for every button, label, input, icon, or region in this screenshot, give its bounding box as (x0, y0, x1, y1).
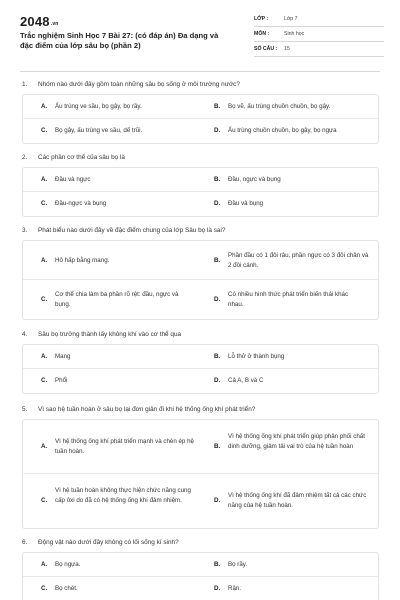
option-text: Ấu trùng ve sầu, bọ gậy, bọ rầy. (55, 103, 142, 110)
site-logo[interactable] (20, 14, 59, 29)
option-text: Có nhiều hình thức phát triển biến thái khác nhau. (228, 291, 349, 308)
logo-main-text: 2048 (20, 14, 50, 29)
option-text: Vì hệ tuần hoàn không thực hiện chức năng cung cấp ôxi do đã có hệ thống ống khí đảm nhiệm. (55, 487, 191, 504)
option-text: Ấu trùng chuồn chuồn, bọ gậy, bọ ngựa (228, 127, 337, 134)
question-number: 3. (22, 227, 28, 234)
option-text: Đầu, ngực và bụng (228, 176, 281, 183)
option-a[interactable] (23, 420, 200, 473)
option-row (23, 369, 378, 393)
option-letter: C. (41, 127, 48, 134)
option-text: Bọ ngựa. (55, 561, 81, 568)
option-row (23, 553, 378, 577)
option-text: Bọ gậy, ấu trùng ve sầu, dế trũi. (55, 127, 143, 134)
option-text: Cả A, B và C (228, 377, 264, 384)
option-c[interactable] (23, 192, 200, 216)
option-d[interactable] (200, 192, 378, 216)
option-letter: D. (214, 585, 221, 592)
option-text: Lỗ thở ở thành bụng (228, 353, 285, 360)
option-letter: B. (214, 443, 221, 450)
option-row (23, 241, 378, 280)
options-box (22, 552, 379, 600)
option-letter: B. (214, 257, 221, 264)
question-number: 5. (22, 406, 28, 413)
option-a[interactable] (23, 345, 200, 368)
page-title: Trắc nghiệm Sinh Học 7 Bài 27: (có đáp án) Đa dạng và đặc điểm của lớp sâu bọ (phần 2) (20, 31, 219, 51)
option-letter: B. (214, 176, 221, 183)
option-row (23, 345, 378, 369)
option-text: Cơ thể chia làm ba phần rõ rệt: đầu, ngực và bụng. (55, 291, 179, 308)
option-a[interactable] (23, 241, 200, 279)
option-row (23, 95, 378, 119)
option-b[interactable] (200, 553, 378, 576)
option-row (23, 168, 378, 192)
options-box (22, 419, 379, 529)
option-c[interactable] (23, 280, 200, 319)
option-b[interactable] (200, 95, 378, 118)
option-row (23, 119, 378, 143)
option-letter: C. (41, 497, 48, 504)
meta-value: Sinh học (284, 31, 305, 37)
option-text: Đầu và ngực (55, 176, 91, 183)
option-c[interactable] (23, 119, 200, 143)
options-box (22, 167, 379, 217)
option-text: Rận. (228, 585, 242, 592)
question-text: Phát biểu nào dưới đây về đặc điểm chung của lớp Sâu bọ là sai? (38, 227, 226, 234)
meta-row-count (254, 42, 384, 57)
option-text: Đầu và bụng (228, 200, 264, 207)
option-row (23, 577, 378, 600)
option-letter: B. (214, 353, 221, 360)
page-header (0, 0, 400, 70)
option-letter: D. (214, 296, 221, 303)
question-number: 4. (22, 331, 28, 338)
option-letter: C. (41, 377, 48, 384)
option-letter: D. (214, 377, 221, 384)
option-letter: C. (41, 296, 48, 303)
option-letter: D. (214, 200, 221, 207)
option-a[interactable] (23, 168, 200, 191)
option-row (23, 192, 378, 216)
option-row (23, 474, 378, 528)
meta-label: LỚP : (254, 16, 269, 22)
question-text: Các phần cơ thể của sâu bọ là (38, 154, 125, 161)
option-row (23, 280, 378, 319)
option-letter: A. (41, 561, 48, 568)
option-letter: A. (41, 176, 48, 183)
option-text: Mang (55, 353, 71, 360)
question-text: Vì sao hệ tuần hoàn ở sâu bọ lại đơn giản đi khi hệ thống ống khí phát triển? (38, 406, 256, 413)
option-a[interactable] (23, 95, 200, 118)
option-d[interactable] (200, 577, 378, 600)
option-text: Phần đầu có 1 đôi râu, phần ngực có 3 đôi chân và 2 đôi cánh. (228, 252, 369, 269)
option-text: Bọ rầy. (228, 561, 248, 568)
option-row (23, 420, 378, 474)
option-d[interactable] (200, 474, 378, 528)
quiz-meta (254, 12, 384, 57)
option-text: Bọ chét. (55, 585, 78, 592)
question-text: Nhóm nào dưới đây gồm toàn những sâu bọ sống ở môi trường nước? (38, 81, 240, 88)
option-text: Hô hấp bằng mang. (55, 257, 110, 264)
option-b[interactable] (200, 241, 378, 279)
logo-sub-text: .vn (50, 21, 59, 27)
option-b[interactable] (200, 168, 378, 191)
option-c[interactable] (23, 369, 200, 393)
option-a[interactable] (23, 553, 200, 576)
meta-row-class (254, 12, 384, 27)
option-text: Vì hệ thống ống khí phát triển giúp phân phối chất dinh dưỡng, giảm tải vai trò của hệ tuần hoàn (228, 433, 365, 450)
meta-value: Lớp 7 (284, 16, 298, 22)
meta-label: SỐ CÂU : (254, 46, 278, 52)
option-b[interactable] (200, 345, 378, 368)
option-letter: B. (214, 561, 221, 568)
option-b[interactable] (200, 420, 378, 473)
option-d[interactable] (200, 119, 378, 143)
option-letter: C. (41, 200, 48, 207)
question-number: 6. (22, 539, 28, 546)
option-text: Đầu-ngực và bụng (55, 200, 107, 207)
options-box (22, 344, 379, 394)
option-d[interactable] (200, 280, 378, 319)
options-box (22, 240, 379, 320)
header-divider (20, 71, 380, 72)
option-text: Vì hệ thống ống khí đã đảm nhiệm tất cả các chức năng của hệ tuần hoàn. (228, 492, 367, 509)
option-d[interactable] (200, 369, 378, 393)
meta-label: MÔN : (254, 31, 270, 37)
meta-row-subject (254, 27, 384, 42)
question-text: Động vật nào dưới đây không có lối sống kí sinh? (38, 539, 179, 546)
question-number: 1. (22, 81, 28, 88)
option-text: Phổi (55, 377, 68, 384)
option-letter: C. (41, 585, 48, 592)
option-text: Vì hệ thống ống khí phát triển mạnh và chèn ép hệ tuần hoàn. (55, 438, 194, 455)
question-number: 2. (22, 154, 28, 161)
option-c[interactable] (23, 577, 200, 600)
question-text: Sâu bọ trưởng thành lấy không khí vào cơ thể qua (38, 331, 182, 338)
option-letter: A. (41, 353, 48, 360)
meta-value: 15 (284, 46, 290, 52)
option-letter: B. (214, 103, 221, 110)
option-letter: D. (214, 497, 221, 504)
option-letter: A. (41, 103, 48, 110)
option-letter: D. (214, 127, 221, 134)
option-letter: A. (41, 443, 48, 450)
option-text: Bọ vẽ, ấu trùng chuồn chuồn, bọ gậy. (228, 103, 331, 110)
options-box (22, 94, 379, 144)
option-c[interactable] (23, 474, 200, 528)
option-letter: A. (41, 257, 48, 264)
